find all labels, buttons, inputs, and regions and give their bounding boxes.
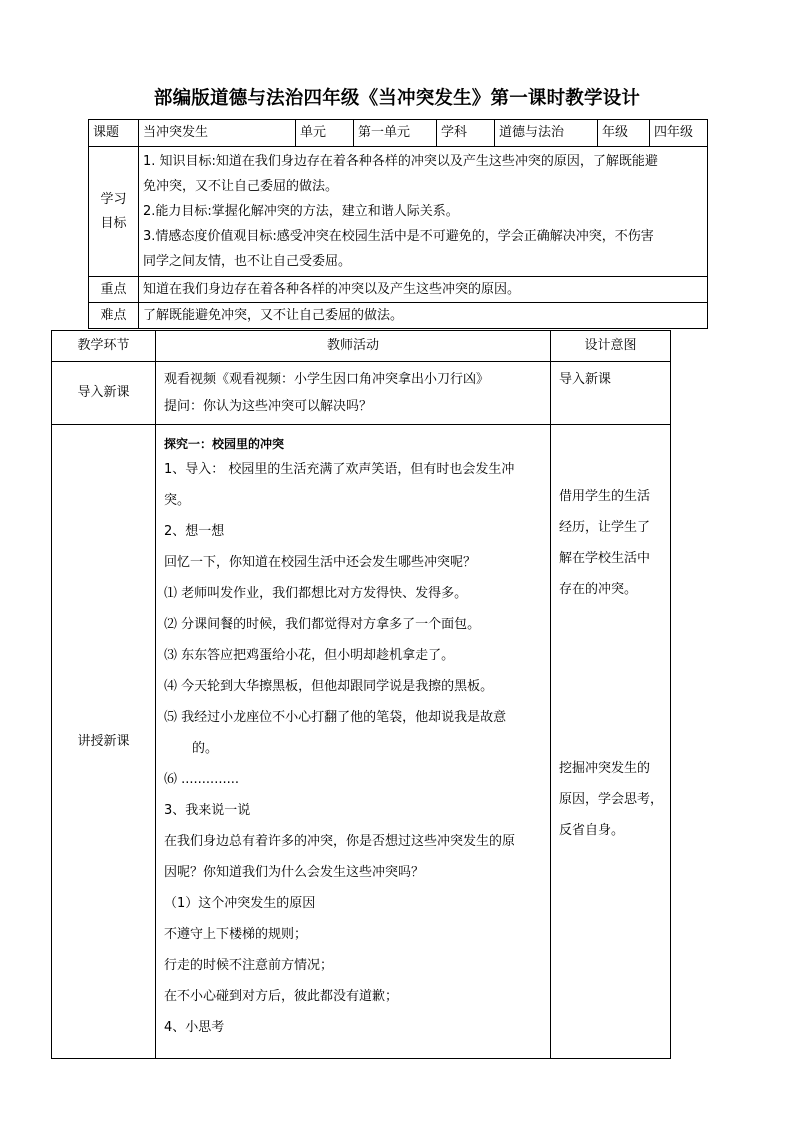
activity-line: ⑹ .............. [164,772,239,787]
intro-line: 提问：你认为这些冲突可以解决吗？ [164,399,373,414]
goals-label: 学习 目标 [89,147,139,277]
lecture-stage: 讲授新课 [52,425,156,1059]
topic-label: 课题 [89,120,139,147]
topic-value: 当冲突发生 [139,120,296,147]
activity-line: ⑸ 我经过小龙座位不小心打翻了他的笔袋，他却说我是故意 [164,710,507,725]
intent-block-2: 挖掘冲突发生的 原因，学会思考， 反省自身。 [559,761,664,838]
activity-line: 因呢？你知道我们为什么会发生这些冲突吗？ [164,865,425,880]
goal-line: 1. 知识目标:知道在我们身边存在着各种各样的冲突以及产生这些冲突的原因，了解既能避 [143,154,658,169]
header-stage: 教学环节 [52,331,156,362]
activity-line: 回忆一下，你知道在校园生活中还会发生哪些冲突呢？ [164,555,477,570]
goal-line: 3.情感态度价值观目标:感受冲突在校园生活中是不可避免的，学会正确解决冲突，不伤害 [143,229,654,244]
activity-line: 不遵守上下楼梯的规则； [164,927,308,942]
lecture-heading: 探究一：校园里的冲突 [164,437,285,451]
header-intent: 设计意图 [551,331,671,362]
activity-line: 3、我来说一说 [164,803,251,818]
unit-value: 第一单元 [354,120,437,147]
unit-label: 单元 [296,120,354,147]
difficulty-label: 难点 [89,303,139,329]
teaching-process-table [51,330,671,1059]
activity-line: 2、想一想 [164,524,225,539]
activity-line: ⑶ 东东答应把鸡蛋给小花，但小明却趁机拿走了。 [164,648,455,663]
lecture-intent [551,425,671,1059]
key-point: 知道在我们身边存在着各种各样的冲突以及产生这些冲突的原因。 [139,277,708,303]
activity-line: ⑴ 老师叫发作业，我们都想比对方发得快、发得多。 [164,586,468,601]
difficulty: 了解既能避免冲突，又不让自己委屈的做法。 [139,303,708,329]
intro-activity [156,362,551,425]
grade-label: 年级 [598,120,650,147]
intro-intent: 导入新课 [551,362,671,425]
activity-line: ⑷ 今天轮到大华擦黑板，但他却跟同学说是我擦的黑板。 [164,679,494,694]
page-title: 部编版道德与法治四年级《当冲突发生》第一课时教学设计 [153,88,641,109]
activity-line: 在不小心碰到对方后，彼此都没有道歉； [164,989,399,1004]
intro-line: 观看视频《观看视频：小学生因口角冲突拿出小刀行凶》 [164,372,490,387]
lesson-info-table [88,119,708,329]
goal-line: 同学之间友情，也不让自己受委屈。 [143,254,352,269]
activity-line: 行走的时候不注意前方情况； [164,958,334,973]
learning-goals [139,147,708,277]
subject-value: 道德与法治 [495,120,598,147]
activity-line: 的。 [192,741,219,756]
intent-block-1: 借用学生的生活 经历，让学生了 解在学校生活中 存在的冲突。 [559,489,651,597]
subject-label: 学科 [437,120,495,147]
header-activity: 教师活动 [156,331,551,362]
activity-line: 4、小思考 [164,1020,225,1035]
activity-line: 1、导入： 校园里的生活充满了欢声笑语，但有时也会发生冲 [164,462,515,477]
goal-line: 2.能力目标:掌握化解冲突的方法，建立和谐人际关系。 [143,204,459,219]
key-point-label: 重点 [89,277,139,303]
lecture-activity [156,425,551,1059]
goal-line: 免冲突，又不让自己委屈的做法。 [143,179,339,194]
activity-line: 突。 [164,493,191,508]
activity-line: ⑵ 分课间餐的时候，我们都觉得对方拿多了一个面包。 [164,617,481,632]
activity-line: 在我们身边总有着许多的冲突，你是否想过这些冲突发生的原 [164,834,516,849]
grade-value: 四年级 [650,120,708,147]
activity-line: （1）这个冲突发生的原因 [164,896,316,911]
intro-stage: 导入新课 [52,362,156,425]
